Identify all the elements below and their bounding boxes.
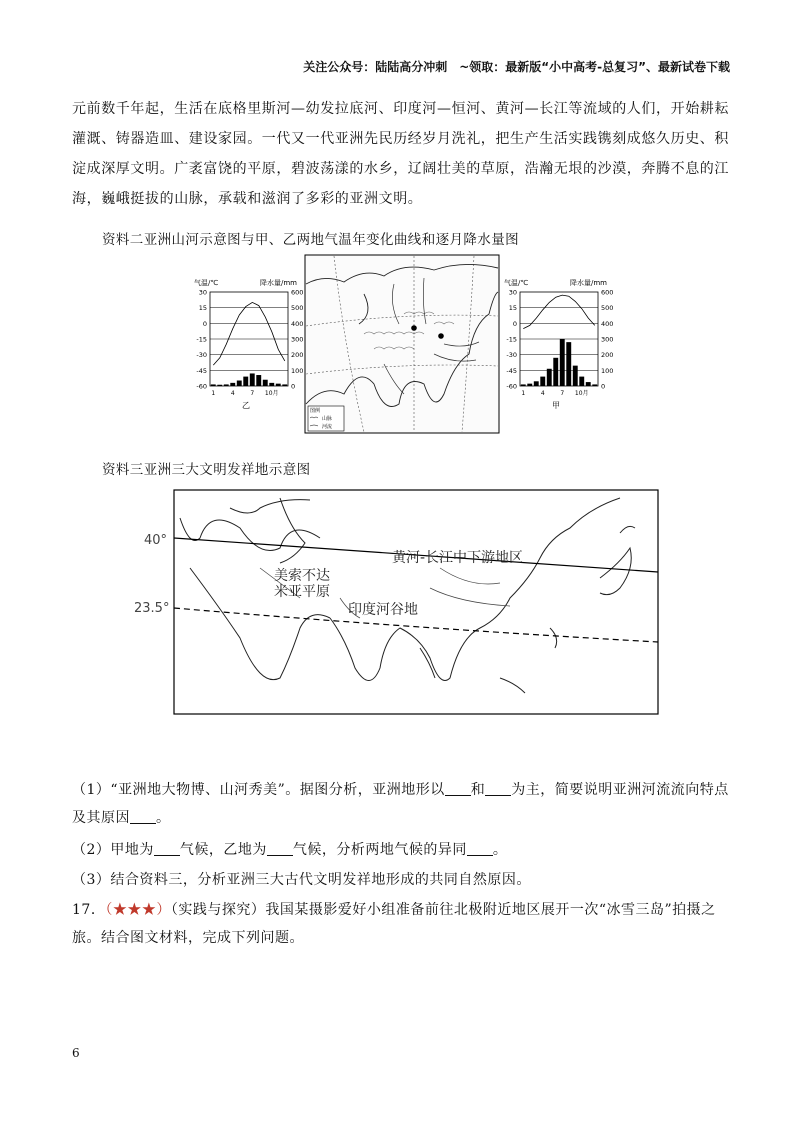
temp-axis-label: 气温/℃ — [504, 279, 529, 287]
station-name-jia: 甲 — [552, 401, 560, 410]
temperature-curve — [213, 302, 284, 365]
precip-tick-label: 100 — [601, 366, 614, 375]
precip-bar — [527, 384, 532, 386]
precip-bar — [276, 384, 281, 386]
question-17: 17．（★★★）（实践与探究）我国某摄影爱好小组准备前往北极附近地区展开一次“冰雪三岛”拍摄之旅。结合图文材料，完成下列问题。 — [72, 902, 716, 946]
precip-bar — [224, 384, 229, 386]
precip-bar — [243, 377, 248, 386]
intro-paragraph: 元前数千年起，生活在底格里斯河—幼发拉底河、印度河—恒河、黄河—长江等流域的人们，开始耕耘灌溉、铸器造皿、建设家园。一代又一代亚洲先民历经岁月洗礼，把生产生活实践镌刻成悠久历史、积淀成深厚文明。广袤富饶的平原，碧波荡漾的水乡，辽阔壮美的草原，浩瀚无垠的沙漠，奔腾不息的江海，巍峨挺拔的山脉，承载和滋润了多彩的亚洲文明。 — [72, 101, 729, 207]
climate-chart-yi — [190, 272, 310, 412]
precip-bar — [256, 375, 261, 386]
label-huanghe-changjiang: 黄河-长江中下游地区 — [392, 550, 524, 566]
temp-tick-label: 0 — [512, 319, 517, 328]
answer-blank[interactable] — [130, 809, 156, 824]
precip-bar — [540, 377, 545, 386]
precip-bar — [217, 385, 222, 386]
station-name-yi: 乙 — [242, 401, 250, 410]
temp-tick-label: -45 — [196, 366, 207, 375]
month-tick-label: 4 — [230, 390, 235, 397]
precip-tick-label: 500 — [291, 304, 304, 313]
temp-tick-label: -30 — [506, 351, 517, 360]
location-dot-jia — [438, 333, 444, 339]
label-mesopotamia-2: 米亚平原 — [274, 584, 330, 600]
precip-bar — [547, 369, 552, 386]
label-mesopotamia-1: 美索不达 — [274, 568, 330, 584]
temp-tick-label: -15 — [506, 335, 517, 344]
precip-tick-label: 0 — [291, 382, 296, 391]
page-number: 6 — [72, 1046, 80, 1060]
precip-tick-label: 600 — [601, 288, 614, 297]
temp-tick-label: -45 — [506, 366, 517, 375]
map-legend — [308, 406, 344, 431]
precip-tick-label: 400 — [291, 319, 304, 328]
precip-bar — [592, 384, 597, 386]
precip-bar — [237, 381, 242, 386]
precip-tick-label: 300 — [291, 335, 304, 344]
precip-bar — [534, 381, 539, 386]
month-tick-label: 10月 — [264, 390, 279, 397]
precip-tick-label: 100 — [291, 366, 304, 375]
precip-bar — [211, 384, 216, 386]
svg-text:山脉: 山脉 — [322, 416, 333, 422]
precip-bar — [566, 342, 571, 386]
answer-blank[interactable] — [267, 841, 293, 856]
answer-blank[interactable] — [485, 781, 511, 796]
svg-text:河流: 河流 — [322, 424, 333, 430]
question-1: （1）“亚洲地大物博、山河秀美”。据图分析，亚洲地形以 和 为主，简要说明亚洲河流流向特点及其原因 。 — [72, 782, 729, 826]
precip-bar — [573, 366, 578, 386]
month-tick-label: 4 — [540, 390, 545, 397]
month-tick-label: 1 — [521, 390, 526, 397]
month-tick-label: 7 — [250, 390, 255, 397]
svg-text:图例: 图例 — [310, 408, 321, 414]
month-tick-label: 1 — [211, 390, 216, 397]
month-tick-label: 10月 — [574, 390, 589, 397]
difficulty-stars: （★★★） — [105, 902, 171, 918]
precip-tick-label: 200 — [601, 351, 614, 360]
question-3: （3）结合资料三，分析亚洲三大古代文明发祥地形成的共同自然原因。 — [72, 872, 531, 888]
temp-tick-label: 30 — [198, 288, 207, 297]
precip-bar — [586, 382, 591, 386]
precip-bar — [263, 380, 268, 386]
precip-tick-label: 0 — [601, 382, 606, 391]
precip-axis-label: 降水量/mm — [570, 279, 607, 287]
precip-bar — [269, 383, 274, 386]
precip-tick-label: 600 — [291, 288, 304, 297]
temp-tick-label: -60 — [196, 382, 207, 391]
precip-bar — [579, 377, 584, 386]
month-tick-label: 7 — [560, 390, 565, 397]
lat-40-label: 40° — [144, 533, 168, 548]
location-dot-yi — [411, 325, 417, 331]
question-2: （2）甲地为 气候，乙地为 气候，分析两地气候的异同 。 — [72, 842, 508, 858]
precip-tick-label: 400 — [601, 319, 614, 328]
temp-tick-label: -30 — [196, 351, 207, 360]
asia-civilizations-map — [130, 488, 660, 716]
label-indus-valley: 印度河谷地 — [348, 602, 418, 618]
temp-tick-label: 15 — [508, 304, 517, 313]
asia-rivers-mountains-map — [304, 254, 500, 434]
precip-tick-label: 300 — [601, 335, 614, 344]
precip-bar — [553, 358, 558, 386]
precip-bar — [560, 339, 565, 386]
caption-material-2: 资料二亚洲山河示意图与甲、乙两地气温年变化曲线和逐月降水量图 — [102, 232, 519, 248]
temp-tick-label: 0 — [202, 319, 207, 328]
page-header: 关注公众号：陆陆高分冲刺 ~领取：最新版“小中高考-总复习”、最新试卷下载 — [303, 60, 730, 74]
answer-blank[interactable] — [154, 841, 180, 856]
precip-bar — [521, 384, 526, 386]
precip-bar — [250, 373, 255, 386]
answer-blank[interactable] — [445, 781, 471, 796]
precip-bar — [282, 384, 287, 386]
precip-tick-label: 500 — [601, 304, 614, 313]
caption-material-3: 资料三亚洲三大文明发祥地示意图 — [102, 462, 311, 478]
precip-tick-label: 200 — [291, 351, 304, 360]
precip-axis-label: 降水量/mm — [260, 279, 297, 287]
precip-bar — [230, 383, 235, 386]
climate-chart-jia — [500, 272, 620, 412]
temp-axis-label: 气温/℃ — [194, 279, 219, 287]
lat-23-5-label: 23.5° — [134, 601, 170, 616]
temp-tick-label: 15 — [198, 304, 207, 313]
temp-tick-label: -60 — [506, 382, 517, 391]
temp-tick-label: 30 — [508, 288, 517, 297]
answer-blank[interactable] — [467, 841, 493, 856]
temp-tick-label: -15 — [196, 335, 207, 344]
